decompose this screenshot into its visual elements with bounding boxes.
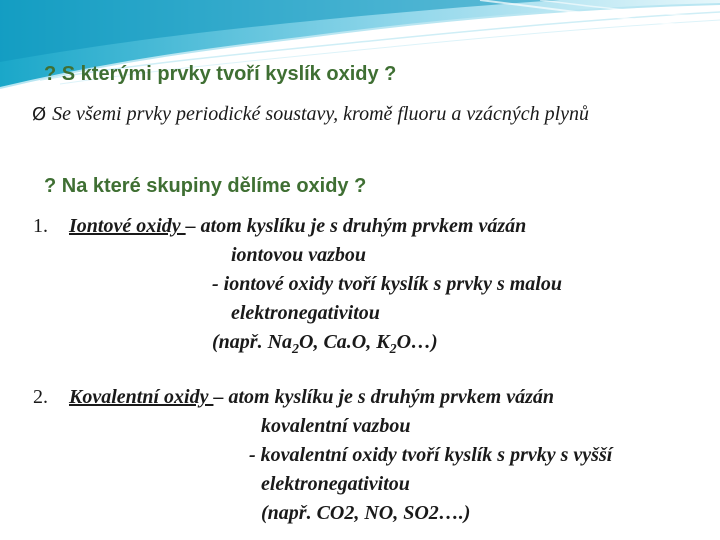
item-number: 2. — [33, 386, 48, 408]
item-line: elektronegativitou — [261, 473, 410, 495]
item-example: (např. CO2, NO, SO2….) — [261, 502, 471, 524]
list-item-covalent-oxides — [33, 383, 713, 533]
item-example: (např. $Na_2O$, Ca.O, $K_2O\dots$) — [212, 331, 438, 357]
item-description: – atom kyslíku je s druhým prvkem vázán — [185, 215, 527, 237]
item-line: elektronegativitou — [231, 302, 380, 324]
answer-1-text: Se všemi prvky periodické soustavy, kromě fluoru a vzácných plynů — [52, 103, 590, 125]
list-item-ionic-oxides — [33, 212, 713, 362]
item-title: Iontové oxidy — [69, 215, 186, 237]
item-line: iontovou vazbou — [231, 244, 367, 266]
answer-1 — [32, 100, 692, 129]
question-1: ? S kterými prvky tvoří kyslík oxidy ? — [44, 63, 397, 85]
item-line: - kovalentní oxidy tvoří kyslík s prvky s vyšší — [249, 444, 613, 466]
item-line: kovalentní vazbou — [261, 415, 411, 437]
item-line: - iontové oxidy tvoří kyslík s prvky s malou — [212, 273, 562, 295]
item-title: Kovalentní oxidy — [69, 386, 214, 408]
arrow-bullet-icon: Ø — [32, 104, 47, 125]
item-number: 1. — [33, 215, 48, 237]
item-description: – atom kyslíku je s druhým prvkem vázán — [213, 386, 555, 408]
question-2: ? Na které skupiny dělíme oxidy ? — [44, 175, 367, 197]
